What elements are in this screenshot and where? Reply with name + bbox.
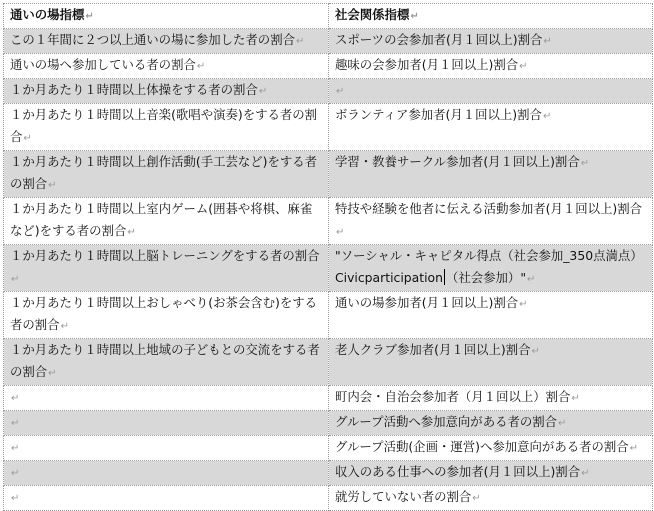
cell-text: 老人クラブ参加者(月１回以上)割合 (335, 342, 531, 357)
paragraph-mark-icon: ↵ (11, 468, 20, 479)
paragraph-mark-icon: ↵ (542, 111, 552, 122)
cell-kayoi-indicator[interactable] (4, 29, 329, 54)
cell-text: 通いの場へ参加している者の割合 (10, 57, 196, 72)
cell-shakai-indicator[interactable] (329, 54, 653, 79)
paragraph-mark-icon: ↵ (336, 86, 345, 97)
header-text: 社会関係指標 (335, 7, 410, 22)
cell-text: "ソーシャル・キャピタル得点（社会参加_350点満点） (335, 248, 643, 263)
cell-kayoi-indicator[interactable] (4, 461, 329, 486)
paragraph-mark-icon: ↵ (336, 227, 345, 238)
cell-text: 特技や経験を他者に伝える活動参加者(月１回以上)割合 (335, 201, 643, 216)
table-row (4, 486, 653, 511)
cell-kayoi-indicator[interactable] (4, 486, 329, 511)
cell-kayoi-indicator[interactable] (4, 198, 329, 245)
paragraph-mark-icon: ↵ (85, 11, 94, 22)
cell-text: 学習・教養サークル参加者(月１回以上)割合 (335, 154, 580, 169)
cell-kayoi-indicator[interactable] (4, 436, 329, 461)
cell-text: グループ活動(企画・運営)へ参加意向がある者の割合 (335, 439, 629, 454)
paragraph-mark-icon: ↵ (580, 158, 590, 169)
paragraph-mark-icon: ↵ (531, 346, 540, 357)
cell-kayoi-indicator[interactable] (4, 411, 329, 436)
header-cell-kayoi[interactable] (4, 4, 329, 29)
header-text: 通いの場指標 (10, 7, 85, 22)
cell-text: グループ活動へ参加意向がある者の割合 (335, 414, 558, 429)
cell-text: １か月あたり１時間以上音楽(歌唱や演奏)をする者の割合 (10, 107, 318, 144)
cell-text: （社会参加）" (445, 270, 527, 285)
paragraph-mark-icon: ↵ (60, 321, 69, 332)
cell-shakai-indicator[interactable] (329, 486, 653, 511)
cell-text: 通いの場参加者(月１回以上)割合 (335, 295, 519, 310)
cell-text: １か月あたり１時間以上体操をする者の割合 (10, 82, 258, 97)
paragraph-mark-icon: ↵ (196, 61, 206, 72)
paragraph-mark-icon: ↵ (11, 274, 20, 285)
paragraph-mark-icon: ↵ (295, 36, 305, 47)
table-row (4, 198, 653, 245)
cell-shakai-indicator[interactable] (329, 198, 653, 245)
paragraph-mark-icon: ↵ (558, 418, 567, 429)
table-row (4, 436, 653, 461)
cell-text: ボランティア参加者(月１回以上)割合 (335, 107, 542, 122)
table-row (4, 292, 653, 339)
paragraph-mark-icon: ↵ (410, 11, 419, 22)
paragraph-mark-icon: ↵ (11, 493, 20, 504)
cell-text: 町内会・自治会参加者（月１回以上）割合 (335, 389, 571, 404)
cell-text: 収入のある仕事への参加者(月１回以上)割合 (335, 464, 581, 479)
cell-shakai-indicator[interactable] (329, 339, 653, 386)
paragraph-mark-icon: ↵ (11, 418, 20, 429)
cell-kayoi-indicator[interactable] (4, 151, 329, 198)
paragraph-mark-icon: ↵ (48, 180, 57, 191)
paragraph-mark-icon: ↵ (519, 61, 528, 72)
paragraph-mark-icon: ↵ (11, 443, 20, 454)
indicator-table (3, 3, 653, 511)
table-row (4, 461, 653, 486)
paragraph-mark-icon: ↵ (571, 393, 580, 404)
cell-text: １か月あたり１時間以上脳トレーニングをする者の割合 (10, 248, 320, 263)
table-row (4, 411, 653, 436)
cell-shakai-indicator[interactable] (329, 411, 653, 436)
cell-shakai-indicator[interactable] (329, 104, 653, 151)
cell-kayoi-indicator[interactable] (4, 339, 329, 386)
paragraph-mark-icon: ↵ (581, 468, 590, 479)
paragraph-mark-icon: ↵ (519, 299, 528, 310)
cell-shakai-indicator[interactable] (329, 461, 653, 486)
paragraph-mark-icon: ↵ (543, 36, 552, 47)
cell-text: スポーツの会参加者(月１回以上)割合 (335, 32, 543, 47)
paragraph-mark-icon: ↵ (629, 443, 639, 454)
cell-text: 趣味の会参加者(月１回以上)割合 (335, 57, 519, 72)
paragraph-mark-icon: ↵ (472, 493, 481, 504)
table-row (4, 104, 653, 151)
table-header-row (4, 4, 653, 29)
cell-kayoi-indicator[interactable] (4, 292, 329, 339)
paragraph-mark-icon: ↵ (11, 393, 20, 404)
cell-shakai-indicator[interactable] (329, 29, 653, 54)
cell-text: １か月あたり１時間以上創作活動(手工芸など)をする者の割合 (10, 154, 318, 191)
header-cell-shakai[interactable] (329, 4, 653, 29)
cell-text: この１年間に２つ以上通いの場に参加した者の割合 (10, 32, 295, 47)
cell-shakai-indicator[interactable] (329, 436, 653, 461)
cell-text: 就労していない者の割合 (335, 489, 472, 504)
cell-text: Civicparticipation (335, 270, 443, 285)
cell-kayoi-indicator[interactable] (4, 104, 329, 151)
cell-kayoi-indicator[interactable] (4, 245, 329, 292)
cell-shakai-indicator[interactable] (329, 386, 653, 411)
cell-shakai-indicator[interactable] (329, 79, 653, 104)
cell-kayoi-indicator[interactable] (4, 54, 329, 79)
cell-text: １か月あたり１時間以上地域の子どもとの交流をする者の割合 (10, 342, 320, 379)
paragraph-mark-icon: ↵ (258, 86, 268, 97)
cell-shakai-indicator[interactable] (329, 292, 653, 339)
cell-text: １か月あたり１時間以上おしゃべり(お茶会含む)をする者の割合 (10, 295, 318, 332)
cell-kayoi-indicator[interactable] (4, 79, 329, 104)
table-row (4, 339, 653, 386)
cell-shakai-indicator[interactable] (329, 151, 653, 198)
cell-kayoi-indicator[interactable] (4, 386, 329, 411)
text-cursor-icon (444, 269, 445, 285)
paragraph-mark-icon: ↵ (23, 133, 32, 144)
table-row (4, 245, 653, 292)
table-row (4, 151, 653, 198)
cell-text: １か月あたり１時間以上室内ゲーム(囲碁や将棋、麻雀など)をする者の割合 (10, 201, 313, 238)
paragraph-mark-icon: ↵ (527, 274, 536, 285)
table-row (4, 79, 653, 104)
table-row (4, 386, 653, 411)
table-row (4, 29, 653, 54)
table-row (4, 54, 653, 79)
paragraph-mark-icon: ↵ (127, 227, 136, 238)
cell-shakai-indicator[interactable] (329, 245, 653, 292)
paragraph-mark-icon: ↵ (48, 368, 57, 379)
